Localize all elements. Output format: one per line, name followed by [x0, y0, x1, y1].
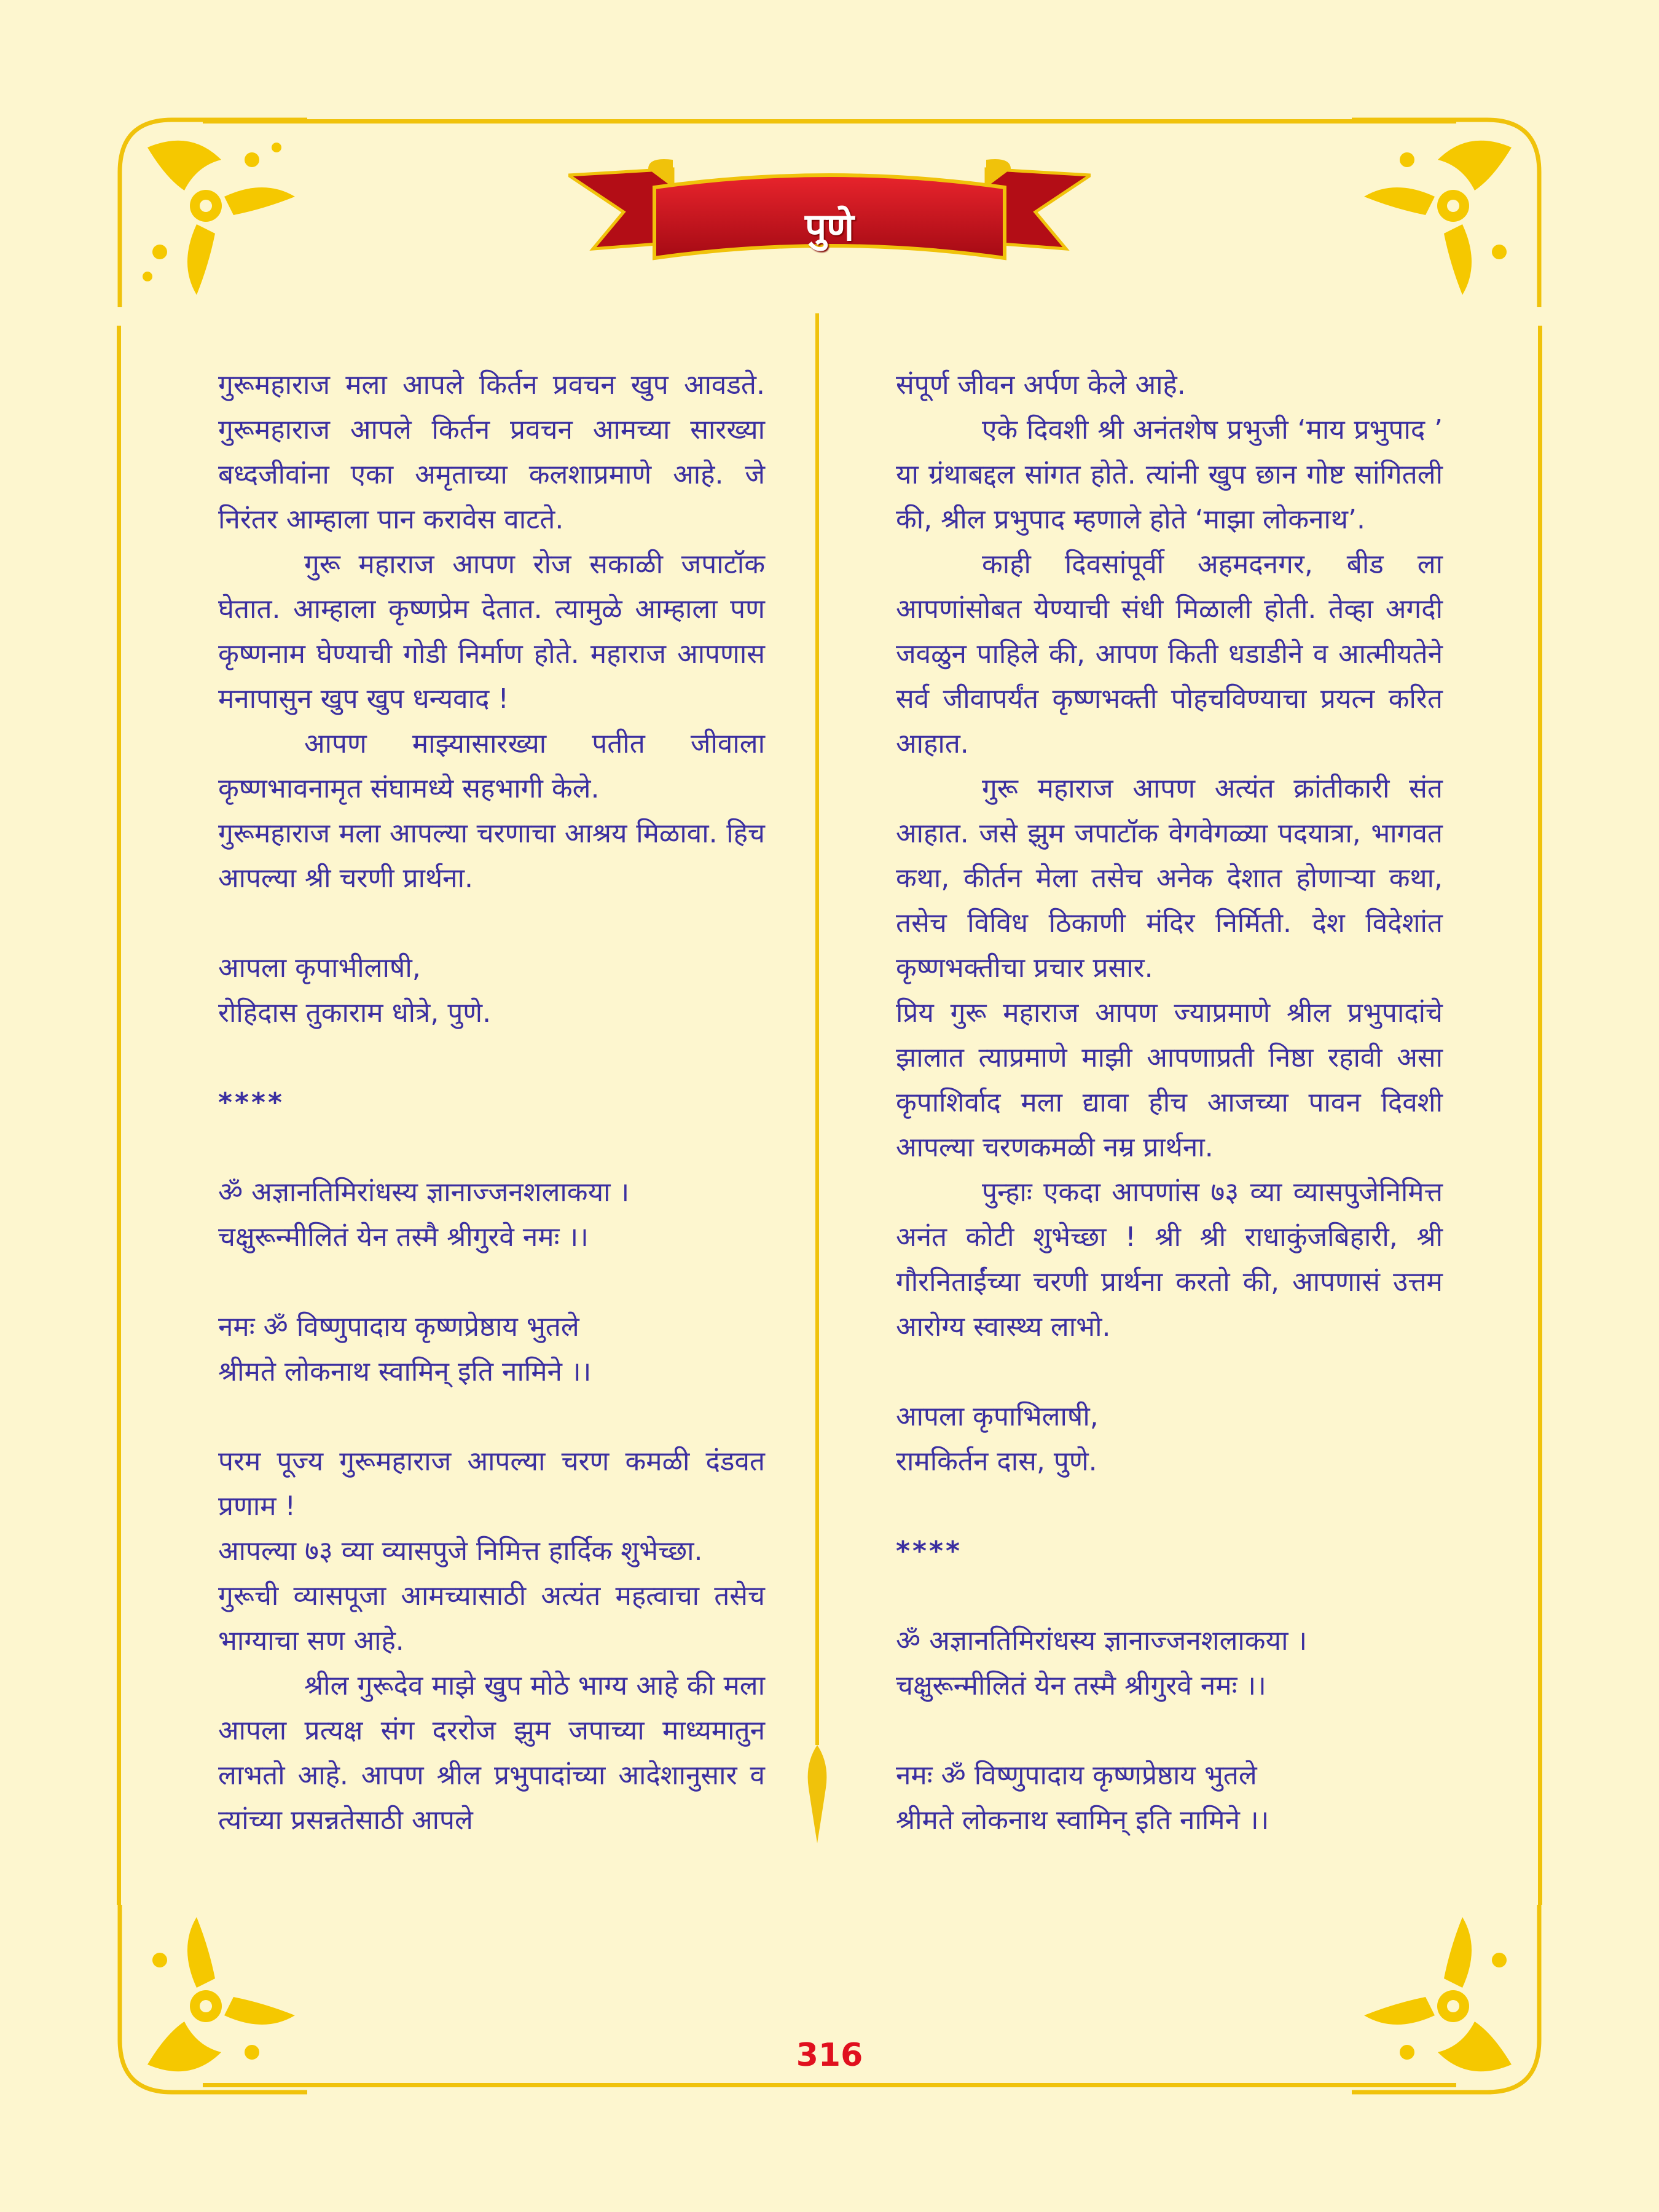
paragraph: संपूर्ण जीवन अर्पण केले आहे. [896, 369, 1186, 401]
frame-right-border [1538, 326, 1542, 1905]
separator-stars: **** [218, 1087, 285, 1118]
verse-line: ॐ अज्ञानतिमिरांधस्य ज्ञानाज्जनशलाकया । [218, 1177, 630, 1208]
paragraph: गुरूमहाराज मला आपल्या चरणाचा आश्रय मिळावा. हिच आपल्या श्री चरणी प्रार्थना. [218, 818, 765, 894]
verse-line: नमः ॐ विष्णुपादाय कृष्णप्रेष्ठाय भुतले [218, 1311, 579, 1343]
paragraph: परम पूज्य गुरूमहाराज आपल्या चरण कमळी दंडवत प्रणाम ! [218, 1446, 765, 1522]
page-title: पुणे [804, 205, 855, 249]
paragraph: काही दिवसांपूर्वी अहमदनगर, बीड ला आपणांसोबत येण्याची संधी मिळाली होती. तेव्हा अगदी जवळुन पाहिले की, आपण किती धडाडीने व आत्मीयतेने सर्व जीवापर्यंत कृष्णभक्ती पोहचविण्याचा प्रयत्न करित आहात. [896, 549, 1443, 759]
paragraph: गुरूमहाराज मला आपले किर्तन प्रवचन खुप आवडते. गुरूमहाराज आपले किर्तन प्रवचन आमच्या सारख्या बध्दजीवांना एका अमृताच्या कलशाप्रमाणे आहे. जे निरंतर आम्हाला पान करावेस वाटते. [218, 369, 765, 535]
corner-ornament-top-left [104, 104, 307, 307]
column-divider-icon [805, 313, 830, 1849]
corner-ornament-bottom-right [1352, 1905, 1555, 2108]
verse-line: ॐ अज्ञानतिमिरांधस्य ज्ञानाज्जनशलाकया । [896, 1625, 1308, 1657]
verse-line: नमः ॐ विष्णुपादाय कृष्णप्रेष्ठाय भुतले [896, 1760, 1257, 1791]
paragraph: पुन्हाः एकदा आपणांस ७३ व्या व्यासपुजेनिमित्त अनंत कोटी शुभेच्छा ! श्री श्री राधाकुंजबिहारी, श्री गौरनिताईंच्या चरणी प्रार्थना करतो की, आपणासं उत्तम आरोग्य स्वास्थ्य लाभो. [896, 1177, 1443, 1343]
verse-line: चक्षुरून्मीलितं येन तस्मै श्रीगुरवे नमः ।। [896, 1670, 1266, 1701]
closing-text: आपला कृपाभीलाषी, [218, 952, 421, 984]
paragraph: गुरू महाराज आपण अत्यंत क्रांतीकारी संत आहात. जसे झुम जपाटॉक वेगवेगळ्या पदयात्रा, भागवत कथा, कीर्तन मेला तसेच अनेक देशात होणाऱ्या कथा, तसेच विविध ठिकाणी मंदिर निर्मिती. देश विदेशांत कृष्णभक्तीचा प्रचार प्रसार. [896, 773, 1443, 984]
corner-ornament-top-right [1352, 104, 1555, 307]
verse-line: श्रीमते लोकनाथ स्वामिन् इति नामिने ।। [218, 1356, 592, 1387]
frame-bottom-border [203, 2083, 1456, 2087]
paragraph: एके दिवशी श्री अनंतशेष प्रभुजी ‘माय प्रभुपाद ’ या ग्रंथाबद्दल सांगत होते. त्यांनी खुप छान गोष्ट सांगितली की, श्रील प्रभुपाद म्हणाले होते ‘माझा लोकनाथ’. [896, 414, 1443, 535]
closing-text: आपला कृपाभिलाषी, [896, 1401, 1099, 1432]
frame-left-border [117, 326, 121, 1905]
signature: रोहिदास तुकाराम धोत्रे, पुणे. [218, 997, 492, 1029]
separator-stars: **** [896, 1535, 963, 1567]
paragraph: आपल्या ७३ व्या व्यासपुजे निमित्त हार्दिक शुभेच्छा. [218, 1535, 703, 1567]
frame-top-border [203, 119, 1456, 124]
paragraph: गुरू महाराज आपण रोज सकाळी जपाटॉक घेतात. आम्हाला कृष्णप्रेम देतात. त्यामुळे आम्हाला पण कृष्णनाम घेण्याची गोडी निर्माण होते. महाराज आपणास मनापासुन खुप खुप धन्यवाद ! [218, 549, 765, 715]
signature: रामकिर्तन दास, पुणे. [896, 1446, 1097, 1477]
paragraph: प्रिय गुरू महाराज आपण ज्याप्रमाणे श्रील प्रभुपादांचे झालात त्याप्रमाणे माझी आपणाप्रती निष्ठा रहावी असा कृपाशिर्वाद मला द्यावा हीच आजच्या पावन दिवशी आपल्या चरणकमळी नम्र प्रार्थना. [896, 997, 1443, 1163]
paragraph: श्रील गुरूदेव माझे खुप मोठे भाग्य आहे की मला आपला प्रत्यक्ष संग दररोज झुम जपाच्या माध्यमातुन लाभतो आहे. आपण श्रील प्रभुपादांच्या आदेशानुसार व त्यांच्या प्रसन्नतेसाठी आपले [218, 1670, 765, 1836]
corner-ornament-bottom-left [104, 1905, 307, 2108]
verse-line: चक्षुरून्मीलितं येन तस्मै श्रीगुरवे नमः ।। [218, 1222, 589, 1253]
page-number: 316 [796, 2037, 863, 2074]
paragraph: आपण माझ्यासारख्या पतीत जीवाला कृष्णभावनामृत संघामध्ये सहभागी केले. [218, 728, 765, 804]
left-column [218, 363, 765, 1843]
right-column [896, 363, 1443, 1843]
verse-line: श्रीमते लोकनाथ स्वामिन् इति नामिने ।। [896, 1805, 1269, 1836]
paragraph: गुरूची व्यासपूजा आमच्यासाठी अत्यंत महत्वाचा तसेच भाग्याचा सण आहे. [218, 1580, 765, 1657]
